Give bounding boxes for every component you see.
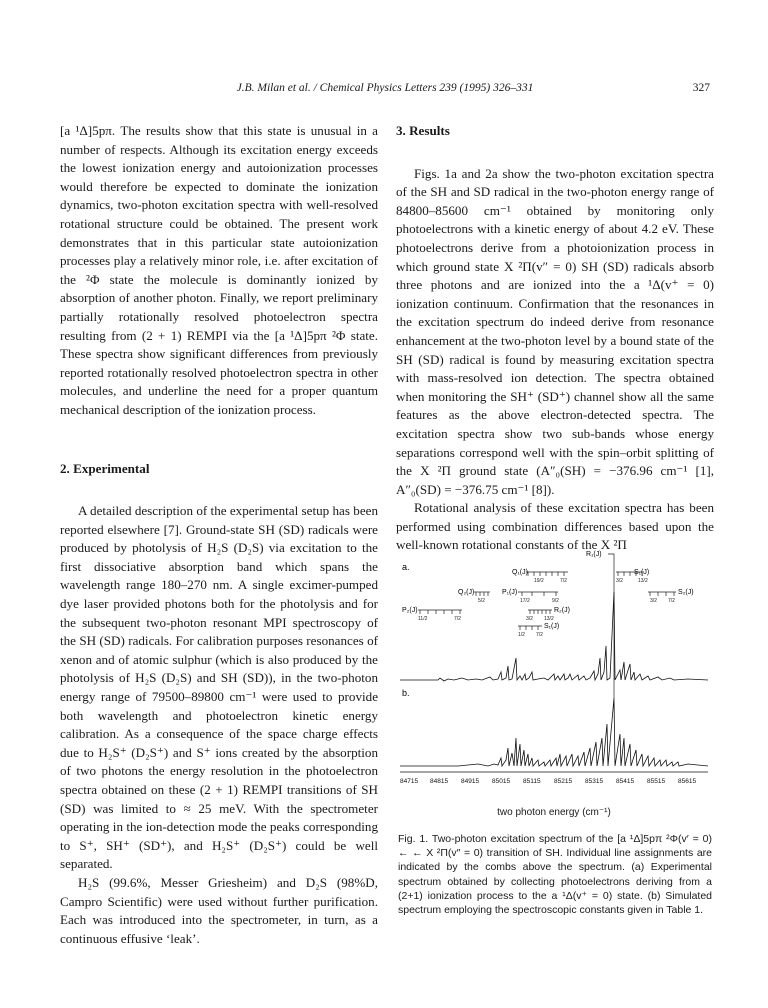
branch-s1b-label: S₁(J) bbox=[544, 623, 560, 630]
running-header bbox=[60, 82, 710, 98]
x-tick: 85315 bbox=[585, 778, 604, 785]
intro-paragraph-end: [a ¹Δ]5pπ. The results show that this state is unusual in a number of respects. Although its excitation energy exceeds the lowest ionization energy and autoionization processes would therefore be expected to dominate the ionization dynamics, two-photon excitation spectra with well-resolved rotational structure could be obtained. The present work demonstrates that in this particular state autoionization processes play a relatively minor role, i.e. after excitation of the ²Φ state the molecule is dominantly ionized by absorption of another photon. Finally, we report preliminary partially rotationally resolved photoelectron spectra resulting from (2 + 1) REMPI via the [a ¹Δ]5pπ ²Φ state. These spectra show significant differences from previously reported rotationally resolved photoelectron spectra in other molecules, and underline the need for a proper quantum mechanical description of the ionization process. bbox=[60, 123, 378, 417]
spectrum-a bbox=[400, 592, 708, 681]
branch-q1-label: Q₁(J) bbox=[512, 569, 528, 576]
section-3-heading: 3. Results bbox=[396, 123, 450, 138]
j-label: 13/2 bbox=[638, 578, 648, 584]
page-number: 327 bbox=[692, 82, 710, 94]
x-tick: 85115 bbox=[523, 778, 541, 785]
branch-r1-label: R₁(J) bbox=[586, 551, 602, 558]
x-tick: 85615 bbox=[678, 778, 697, 785]
x-tick: 85415 bbox=[616, 778, 635, 785]
experimental-paragraph-2: H₂S (99.6%, Messer Griesheim) and D₂S (98%D, Campro Scientific) were used without further purification. Each was introduced into the spectrometer, in turn, as a continuous effusive ‘leak’. bbox=[60, 874, 378, 946]
x-axis-label: two photon energy (cm⁻¹) bbox=[497, 807, 611, 818]
j-label: 3/2 bbox=[616, 578, 623, 584]
figure-caption: Fig. 1. Two-photon excitation spectrum of the [a ¹Δ]5pπ ²Φ(v′ = 0) ← ← X ²Π(v″ = 0) transition of SH. Individual line assignments are indicated by the combs above the spectrum. (a) Experimental spectrum obtained by collecting photoelectrons deriving from a (2+1) ionization process to the a ¹Δ(v⁺ = 0) state. (b) Simulated spectrum employing the spectroscopic constants given in Table 1. bbox=[398, 833, 712, 917]
j-label: 9/2 bbox=[552, 598, 559, 604]
j-label: 7/2 bbox=[454, 616, 461, 622]
results-paragraph-1: Figs. 1a and 2a show the two-photon excitation spectra of the SH and SD radical in the two-photon energy range of 84800–85600 cm⁻¹ obtained by monitoring only photoelectrons with a kinetic energy of about 4.2 eV. These photoelectrons derive from a photoionization process in which ground state X ²Π(v″ = 0) SH (SD) radicals absorb three photons and are ionized into the a ¹Δ(v⁺ = 0) ionization continuum. Confirmation that the resonances in the excitation spectrum do indeed derive from resonance enhancement at the two-photon level by a bound state of the SH (SD) radical is found by measuring excitation spectra with mass-resolved ion detection. The spectra obtained when monitoring the SH⁺ (SD⁺) channel show all the same features as the above electron-detected spectra. The excitation spectra show two sub-bands whose energy separations correspond well with the spin–orbit splitting of the X ²Π ground state (A″₀(SH) = −376.96 cm⁻¹ [1], A″₀(SD) = −376.75 cm⁻¹ [8]). bbox=[396, 165, 714, 497]
j-label: 7/2 bbox=[560, 578, 567, 584]
j-label: 13/2 bbox=[544, 616, 554, 622]
x-tick: 84715 bbox=[400, 778, 419, 785]
branch-s1-label: S₁(J) bbox=[634, 569, 650, 576]
j-label: 7/2 bbox=[536, 632, 543, 638]
j-label: 11/2 bbox=[418, 616, 428, 622]
x-tick: 85215 bbox=[554, 778, 573, 785]
panel-b-label: b. bbox=[402, 688, 410, 698]
x-tick: 85515 bbox=[647, 778, 666, 785]
j-label: 3/2 bbox=[650, 598, 657, 604]
running-title: J.B. Milan et al. / Chemical Physics Letters 239 (1995) 326–331 bbox=[236, 82, 534, 94]
j-label: 3/2 bbox=[526, 616, 533, 622]
results-paragraph-2: Rotational analysis of these excitation spectra has been performed using combination differences based upon the well-known rotational constants of the X ²Π bbox=[396, 500, 714, 553]
j-label: 7/2 bbox=[668, 598, 675, 604]
spectrum-b bbox=[400, 698, 708, 766]
j-label: 1/2 bbox=[518, 632, 525, 638]
panel-a-label: a. bbox=[402, 562, 410, 572]
section-2-heading: 2. Experimental bbox=[60, 460, 150, 476]
j-label: 17/2 bbox=[520, 598, 530, 604]
x-tick: 85015 bbox=[492, 778, 511, 785]
branch-p2-label: P₂(J) bbox=[402, 607, 418, 614]
branch-q2-label: Q₂(J) bbox=[458, 589, 475, 596]
experimental-paragraph-1: A detailed description of the experimental setup has been reported elsewhere [7]. Ground-state SH (SD) radicals were produced by photolysis of H₂S (D₂S) via excitation to the first dissociative absorption band which spans the wavelength range 180–270 nm. A single excimer-pumped dye laser provided photons both for the photolysis and for the subsequent two-photon resonant MPI spectroscopy of the SH (SD) radicals. For calibration purposes resonances of xenon and of atomic sulphur (which is also produced by the photolysis of H₂S (D₂S) and SH (SD)), in the two-photon energy range of 79500–89800 cm⁻¹ were used to provide both wavelength and photoelectron kinetic energy calibration. As a consequence of the space charge effects due to H₂S⁺ (D₂S⁺) and S⁺ ions created by the absorption of two photons the energy resolution in the photoelectron spectra obtained on these (2 + 1) REMPI transitions of SH (SD) was limited to ≈ 25 meV. With the spectrometer operating in the ion-detection mode the peaks corresponding to S⁺, SH⁺ (SD⁺), and H₂S⁺ (D₂S⁺) could be well separated. bbox=[60, 503, 378, 872]
branch-p1-label: P₁(J) bbox=[502, 589, 518, 596]
right-column bbox=[396, 122, 714, 555]
figure-1 bbox=[398, 548, 710, 786]
j-label: 5/2 bbox=[478, 598, 485, 604]
branch-s2-label: S₂(J) bbox=[678, 589, 694, 596]
j-label: 19/2 bbox=[534, 578, 544, 584]
left-column bbox=[60, 122, 378, 948]
x-tick: 84915 bbox=[461, 778, 480, 785]
branch-r2-label: R₂(J) bbox=[554, 607, 570, 614]
x-tick: 84815 bbox=[430, 778, 449, 785]
